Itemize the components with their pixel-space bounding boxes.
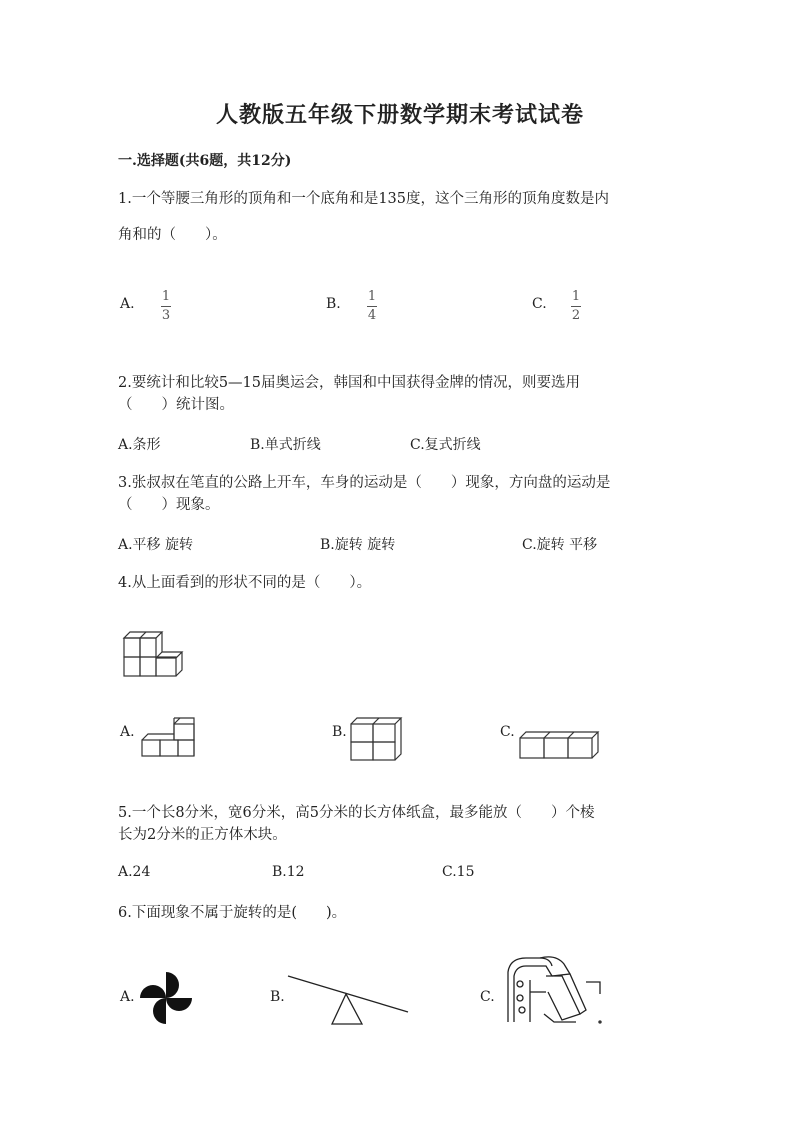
q4-option-c-figure bbox=[516, 728, 602, 760]
question-5-line-2: 长为2分米的正方体木块。 bbox=[118, 827, 287, 843]
q1-option-b-label[interactable]: B. bbox=[326, 296, 341, 312]
fraction-numerator: 1 bbox=[571, 289, 581, 304]
q4-option-a-label[interactable]: A. bbox=[120, 724, 135, 740]
pinwheel-icon bbox=[138, 970, 194, 1026]
question-4-line-1: 4.从上面看到的形状不同的是（ ）。 bbox=[118, 575, 372, 591]
q1-option-c-fraction bbox=[571, 290, 581, 323]
q3-option-c[interactable]: C.旋转 平移 bbox=[522, 537, 598, 553]
q3-option-b[interactable]: B.旋转 旋转 bbox=[320, 537, 396, 553]
q6-option-c-label[interactable]: C. bbox=[480, 989, 495, 1005]
fraction-numerator: 1 bbox=[161, 289, 171, 304]
q5-option-b[interactable]: B.12 bbox=[272, 864, 305, 880]
q4-option-b-label[interactable]: B. bbox=[332, 724, 347, 740]
q1-option-c-label[interactable]: C. bbox=[532, 296, 547, 312]
slide-playground-icon bbox=[500, 952, 604, 1028]
q5-option-c[interactable]: C.15 bbox=[442, 864, 475, 880]
q2-option-c[interactable]: C.复式折线 bbox=[410, 437, 481, 453]
fraction-numerator: 1 bbox=[367, 289, 377, 304]
question-1-line-2: 角和的（ ）。 bbox=[118, 227, 227, 243]
fraction-denominator: 3 bbox=[161, 308, 171, 323]
question-3-line-1: 3.张叔叔在笔直的公路上开车，车身的运动是（ ）现象，方向盘的运动是 bbox=[118, 475, 611, 491]
q1-option-a-fraction bbox=[161, 290, 171, 323]
q1-option-a-label[interactable]: A. bbox=[120, 296, 135, 312]
question-2-line-2: （ ）统计图。 bbox=[118, 397, 234, 413]
question-2-line-1: 2.要统计和比较5—15届奥运会，韩国和中国获得金牌的情况，则要选用 bbox=[118, 375, 581, 391]
question-6-line-1: 6.下面现象不属于旋转的是( )。 bbox=[118, 905, 347, 921]
question-1-line-1: 1.一个等腰三角形的顶角和一个底角和是135度，这个三角形的顶角度数是内 bbox=[118, 191, 610, 207]
q4-option-b-figure bbox=[349, 716, 405, 762]
fraction-denominator: 4 bbox=[367, 308, 377, 323]
q2-option-b[interactable]: B.单式折线 bbox=[250, 437, 321, 453]
q4-reference-cube-figure bbox=[118, 628, 190, 678]
q6-option-b-label[interactable]: B. bbox=[270, 989, 285, 1005]
q6-option-a-label[interactable]: A. bbox=[120, 989, 135, 1005]
question-3-line-2: （ ）现象。 bbox=[118, 497, 220, 513]
fraction-denominator: 2 bbox=[571, 308, 581, 323]
section-heading: 一.选择题(共6题，共12分) bbox=[118, 153, 292, 169]
q2-option-a[interactable]: A.条形 bbox=[118, 437, 161, 453]
q5-option-a[interactable]: A.24 bbox=[118, 864, 151, 880]
q4-option-c-label[interactable]: C. bbox=[500, 724, 515, 740]
question-5-line-1: 5.一个长8分米，宽6分米，高5分米的长方体纸盒，最多能放（ ）个棱 bbox=[118, 805, 595, 821]
q4-option-a-figure bbox=[138, 716, 198, 760]
q1-option-b-fraction bbox=[367, 290, 377, 323]
page-title: 人教版五年级下册数学期末考试试卷 bbox=[215, 102, 584, 128]
q3-option-a[interactable]: A.平移 旋转 bbox=[118, 537, 194, 553]
seesaw-icon bbox=[286, 972, 410, 1028]
